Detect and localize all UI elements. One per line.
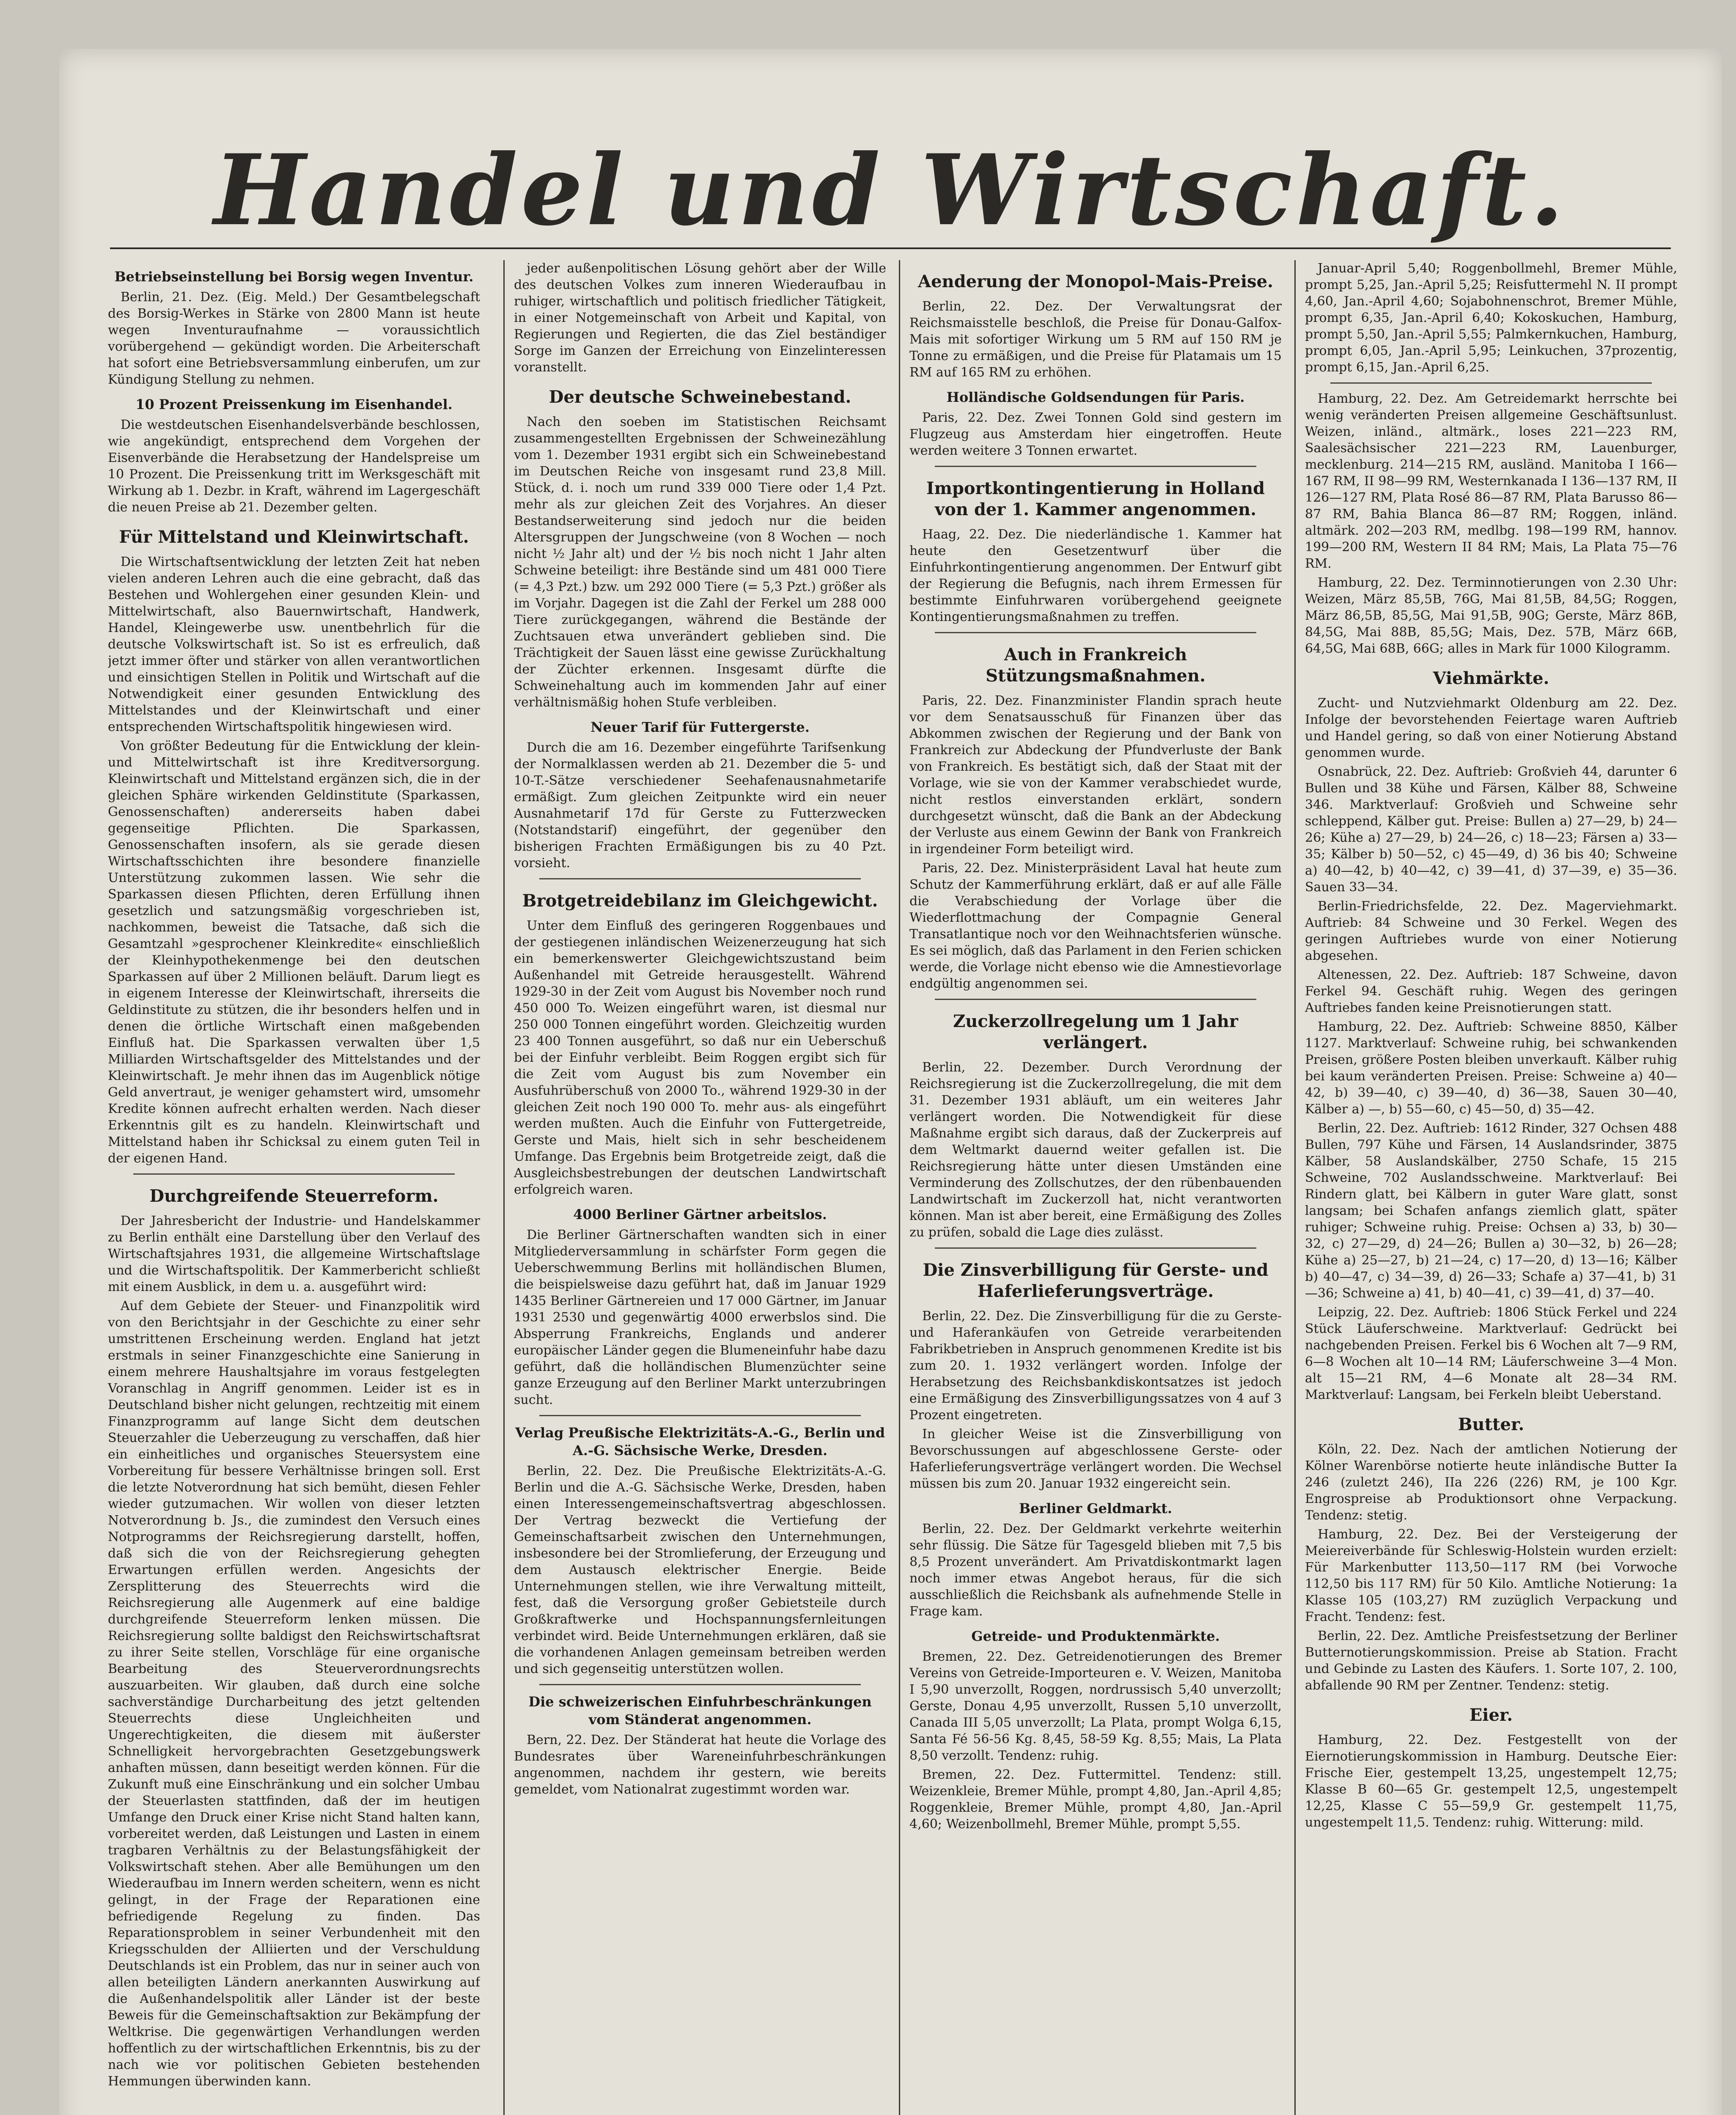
- article-zins-p2: In gleicher Weise ist die Zinsverbilligung von Bevorschussungen auf abgeschlossene Gerste- oder Haferlieferungsverträge verlängert worden. Die Wechsel müssen bis zum 20. Januar 1932 eingereicht sein.: [909, 1427, 1282, 1491]
- article-vieh-osnabrueck: Osnabrück, 22. Dez. Auftrieb: Großvieh 44, darunter 6 Bullen und 38 Kühe und Färsen, Kälber 88, Schweine 346. Marktverlauf: Großvieh und Schweine sehr schleppend, Kälber gut. Preise: Bullen a) 27—29, b) 24—26; Kühe a) 27—29, b) 24—26, c) 18—23; Färsen a) 33—35; Kälber b) 50—52, c) 45—49, d) 36 bis 40; Schweine a) 40—42, b) 40—42, c) 39—41, d) 37—39, e) 35—36. Sauen 33—34.: [1305, 764, 1677, 895]
- article-futtergerste: Durch die am 16. Dezember eingeführte Tarifsenkung der Normalklassen werden ab 21. Dezember die 5- und 10-T.-Sätze verschiedener Seehafenausnahmetarife ermäßigt. Zum gleichen Zeitpunkte wird ein neuer Ausnahmetarif 17d für Gerste zu Futterzwecken (Notstandstarif) eingeführt, der gegenüber den bisherigen Frachten Ermäßigungen bis zu 40 Pzt. vorsieht.: [514, 740, 886, 871]
- headline-brotgetreide: Brotgetreidebilanz im Gleichgewicht.: [522, 891, 878, 911]
- article-gaertner: Die Berliner Gärtnerschaften wandten sich in einer Mitgliederversammlung in schärfster Form gegen die Ueberschwemmung Berlins mit holländischen Blumen, die beispielsweise dazu geführt hat, daß im Januar 1929 1435 Berliner Gärtnereien und 17 000 Gärtner, im Januar 1931 2530 und gegenwärtig 4000 erwerbslos sind. Die Absperrung Frankreichs, Englands und anderer europäischer Länder gegen die Blumeneinfuhr habe dazu geführt, daß die holländischen Blumenzüchter seine ganze Erzeugung auf den Berliner Markt unterzubringen sucht.: [514, 1228, 886, 1407]
- headline-elektrizitaet: Verlag Preußische Elektrizitäts-A.-G., Berlin und A.-G. Sächsische Werke, Dresden.: [515, 1425, 885, 1459]
- article-geldmarkt: Berlin, 22. Dez. Der Geldmarkt verkehrte weiterhin sehr flüssig. Die Sätze für Tagesgeld blieben mit 7,5 bis 8,5 Prozent unverändert. Am Privatdiskontmarkt lagen noch immer etwas Angebot heraus, für die sich ausschließlich die Reichsbank als aufnehmende Stelle in Frage kam.: [909, 1522, 1282, 1619]
- article-zins-p1: Berlin, 22. Dez. Die Zinsverbilligung für die zu Gerste- und Haferankäufen von Getreide verarbeitenden Fabrikbetrieben in Anspruch genommenen Kredite ist bis zum 20. 1. 1932 verlängert worden. Infolge der Herabsetzung des Reichsbankdiskontsatzes ist jedoch eine Ermäßigung des Zinsverbilligungssatzes von 4 auf 3 Prozent eingetreten.: [909, 1309, 1282, 1423]
- divider: [935, 632, 1256, 633]
- masthead-rule: [110, 247, 1671, 249]
- article-vieh-berlin: Berlin, 22. Dez. Auftrieb: 1612 Rinder, 327 Ochsen 488 Bullen, 797 Kühe und Färsen, 14 Auslandsrinder, 3875 Kälber, 58 Auslandskälber, 2750 Schafe, 15 215 Schweine, 702 Auslandsschweine. Marktverlauf: Bei Rindern glatt, bei Kälbern in guter Ware glatt, sonst langsam; bei Schafen anfangs ziemlich glatt, später ruhiger; Schweine ruhig. Preise: Ochsen a) 33, b) 30—32, c) 27—29, d) 24—26; Bullen a) 30—32, b) 26—28; Kühe a) 25—27, b) 21—24, c) 17—20, d) 13—16; Kälber b) 40—47, c) 34—39, d) 26—33; Schafe a) 37—41, b) 31—36; Schweine a) 41, b) 40—41, c) 39—41, d) 37—40.: [1305, 1121, 1677, 1301]
- headline-geldmarkt: Berliner Geldmarkt.: [1019, 1500, 1172, 1516]
- headline-zucker: Zuckerzollregelung um 1 Jahr verlängert.: [953, 1011, 1238, 1052]
- headline-import: Importkontingentierung in Holland von der 1. Kammer angenommen.: [926, 478, 1265, 519]
- article-frankreich-p1: Paris, 22. Dez. Finanzminister Flandin sprach heute vor dem Senatsausschuß für Finanzen über das Abkommen zwischen der Regierung und der Bank von Frankreich zur Abdeckung der Pfundverluste der Bank von Frankreich. Es bestätigt sich, daß der Staat mit der Vorlage, wie sie von der Kammer verabschiedet wurde, nicht restlos einverstanden erklärt, sondern durchgesetzt wünscht, daß die Bank an der Abdeckung der Verluste aus einem Gewinn der Bank von Frankreich in irgendeiner Form beteiligt wird.: [909, 693, 1282, 857]
- headline-gaertner: 4000 Berliner Gärtner arbeitslos.: [573, 1206, 827, 1222]
- article-eisenhandel: Die westdeutschen Eisenhandelsverbände beschlossen, wie angekündigt, entsprechend dem Vorgehen der Eisenverbände die Herabsetzung der Handelspreise um 10 Prozent. Die Preissenkung tritt im Werksgeschäft mit Wirkung ab 1. Dezbr. in Kraft, während im Lagergeschäft die neuen Preise ab 21. Dezember gelten.: [108, 418, 480, 515]
- article-steuerreform-p2: Auf dem Gebiete der Steuer- und Finanzpolitik wird von den Berichtsjahr in der Geschichte zu einer sehr umstrittenen Erscheinung werden. England hat jetzt erstmals in seiner Finanzgeschichte eine Sanierung in einem mehrere Haushaltsjahre im voraus festgelegten Voranschlag in Angriff genommen. Leider ist es in Deutschland bisher nicht gelungen, rechtzeitig mit einem Finanzprogramm auf lange Sicht dem deutschen Steuerzahler die Ueberzeugung zu verschaffen, daß hier ein einheitliches und organisches Steuersystem eine Vorbereitung für bessere Verhältnisse bringen soll. Erst die letzte Notverordnung hat sich bemüht, diesen Fehler wieder gutzumachen. Wir wollen von dieser letzten Notverordnung b. Js., die zumindest den Versuch eines Notprogramms der Reichsregierung darstellt, hoffen, daß sich die von der Reichsregierung gehegten Erwartungen erfüllen werden. Angesichts der Zersplitterung des Steuerrechts wird die Reichsregierung alle Augenmerk auf eine baldige durchgreifende Steuerreform lenken müssen. Die Reichsregierung sollte baldigst den Reichswirtschaftsrat zu ihrer Seite stellen, Vorschläge für eine organische Bearbeitung des Steuerverordnungsrechts auszuarbeiten. Wir glauben, daß durch eine solche sachverständige Durcharbeitung des jetzt geltenden Steuerrechts diese Ungleichheiten und Ungerechtigkeiten, die diesem mit äußerster Schnelligkeit hervorgebrachten Gesetzgebungswerk anhaften müssen, dann beseitigt werden können. Für die Zukunft muß eine Einschränkung und ein solcher Umbau der Steuerlasten stattfinden, daß der im heutigen Umfange den Druck einer Krise nicht Stand halten kann, vorbereitet werden, daß Leistungen und Lasten in einem tragbaren Verhältnis zu der Belastungsfähigkeit der Volkswirtschaft stehen. Aber alle Bemühungen um den Wiederaufbau im Innern werden scheitern, wenn es nicht gelingt, in der Frage der Reparationen eine befriedigende Regelung zu finden. Das Reparationsproblem in seiner Verbundenheit mit den Kriegsschulden der Alliierten und der Verschuldung Deutschlands ist ein Problem, das nur in seiner auch von allen beteiligten Ländern anerkannten Auswirkung auf die Außenhandelspolitik aller Länder ist der beste Beweis für die Gemeinschaftsaktion zur Bekämpfung der Weltkrise. Die gegenwärtigen Verhandlungen werden hoffentlich zu der wirtschaftlichen Erkenntnis, bis zu der nach wie vor politischen Gebieten bestehenden Hemmungen überwinden kann.: [108, 1299, 480, 2089]
- article-futtermittel: Bremen, 22. Dez. Futtermittel. Tendenz: still. Weizenkleie, Bremer Mühle, prompt 4,80, Jan.-April 4,85; Roggenkleie, Bremer Mühle, prompt 4,80, Jan.-April 4,60; Weizenbollmehl, Bremer Mühle, prompt 5,55.: [909, 1767, 1282, 1832]
- article-vieh-friedrichsfelde: Berlin-Friedrichsfelde, 22. Dez. Magerviehmarkt. Auftrieb: 84 Schweine und 30 Ferkel. Wegen des geringen Auftriebes wurde von einer Notierung abgesehen.: [1305, 899, 1677, 963]
- article-hamburg-getreide: Hamburg, 22. Dez. Am Getreidemarkt herrschte bei wenig veränderten Preisen allgemeine Geschäftsunlust. Weizen, inländ., altmärk., loses 221—223 RM, Saalesächsischer 221—223 RM, Lauenburger, mecklenburg. 214—215 RM, ausländ. Manitoba I 166—167 RM, II 98—99 RM, Westernkanada I 136—137 RM, II 126—127 RM, Plata Rosé 86—87 RM, Plata Barusso 86—87 RM, Bahia Blanca 86—87 RM; Roggen, inländ. altmärk. 202—203 RM, medlbg. 198—199 RM, hannov. 199—200 RM, Western II 84 RM; Mais, La Plata 75—76 RM.: [1305, 391, 1677, 571]
- article-borsig: Berlin, 21. Dez. (Eig. Meld.) Der Gesamtbelegschaft des Borsig-Werkes in Stärke von 2800 Mann ist heute wegen Inventuraufnahme — voraussichtlich vorübergehend — gekündigt worden. Die Arbeiterschaft hat sofort eine Betriebsversammlung einberufen, um zur Kündigung Stellung zu nehmen.: [108, 290, 480, 387]
- section-masthead: Handel und Wirtschaft.: [214, 133, 1567, 247]
- article-eier: Hamburg, 22. Dez. Festgestellt von der Eiernotierungskommission in Hamburg. Deutsche Eier: Frische Eier, gestempelt 13,25, ungestempelt 12,75; Klasse B 60—65 Gr. gestempelt 12,5, ungestempelt 12,25, Klasse C 55—59,9 Gr. gestempelt 11,75, ungestempelt 11,5. Tendenz: ruhig. Witterung: mild.: [1305, 1733, 1677, 1830]
- column-3: [899, 260, 1282, 2115]
- column-2: [503, 260, 886, 2115]
- article-butter-koeln: Köln, 22. Dez. Nach der amtlichen Notierung der Kölner Warenbörse notierte heute inländische Butter Ia 246 (zuletzt 246), IIa 226 (226) RM, je 100 Kgr. Engrospreise ab Produktionsort ohne Verpackung. Tendenz: stetig.: [1305, 1442, 1677, 1523]
- column-1: [108, 260, 480, 2115]
- headline-steuerreform: Durchgreifende Steuerreform.: [149, 1186, 439, 1206]
- article-steuerreform-p1: Der Jahresbericht der Industrie- und Handelskammer zu Berlin enthält eine Darstellung über den Verlauf des Wirtschaftsjahres 1931, die allgemeine Wirtschaftslage und die Wirtschaftspolitik. Der Kammerbericht schließt mit einem Ausblick, in dem u. a. ausgeführt wird:: [108, 1214, 480, 1294]
- divider: [935, 999, 1256, 1000]
- article-import: Haag, 22. Dez. Die niederländische 1. Kammer hat heute den Gesetzentwurf über die Einfuhrkontingentierung angenommen. Der Entwurf gibt der Regierung die Befugnis, nach ihrem Ermessen für bestimmte Einfuhrwaren vorübergehend geeignete Kontingentierungsmaßnahmen zu treffen.: [909, 527, 1282, 624]
- divider: [133, 1173, 455, 1175]
- headline-frankreich: Auch in Frankreich Stützungsmaßnahmen.: [986, 645, 1206, 686]
- article-columns: [108, 260, 1690, 2115]
- article-schweinebestand: Nach den soeben im Statistischen Reichsamt zusammengestellten Ergebnissen der Schweinezählung vom 1. Dezember 1931 ergibt sich ein Schweinebestand im Deutschen Reiche von insgesamt rund 23,8 Mill. Stück, d. i. noch um rund 339 000 Tiere oder 1,4 Pzt. mehr als zur gleichen Zeit des Vorjahres. An dieser Bestandserweiterung sind jedoch nur die beiden Altersgruppen der Jungschweine (von 8 Wochen — noch nicht ½ Jahr alt) und der ½ bis noch nicht 1 Jahr alten Schweine beteiligt: ihre Bestände sind um 481 000 Tiere (= 4,3 Pzt.) bzw. um 292 000 Tiere (= 5,3 Pzt.) größer als im Vorjahr. Dagegen ist die Zahl der Ferkel um 288 000 Tiere zurückgegangen, während die Bestände der Zuchtsauen etwa unverändert geblieben sind. Die Trächtigkeit der Sauen lässt eine gewisse Zurückhaltung der Züchter erkennen. Insgesamt dürfte die Schweinehaltung auch im kommenden Jahr auf einer verhältnismäßig hohen Stufe verbleiben.: [514, 415, 886, 710]
- article-brotgetreide: Unter dem Einfluß des geringeren Roggenbaues und der gestiegenen inländischen Weizenerzeugung hat sich ein bemerkenswerter Gleichgewichtszustand beim Außenhandel mit Getreide herausgestellt. Während 1929-30 in der Zeit vom August bis November noch rund 450 000 To. Weizen eingeführt waren, ist diesmal nur 250 000 Tonnen eingeführt worden. Gleichzeitig wurden 23 400 Tonnen ausgeführt, so daß nur ein Ueberschuß bei der Einfuhr verbleibt. Beim Roggen ergibt sich für die Zeit vom August bis zum November ein Ausfuhrüberschuß von 2000 To., während 1929-30 in der gleichen Zeit noch 190 000 To. mehr aus- als eingeführt werden mußten. Auch die Einfuhr von Futtergetreide, Gerste und Mais, hielt sich in sehr bescheidenem Umfange. Das Ergebnis beim Brotgetreide zeigt, daß die Ausgleichsbestrebungen der deutschen Landwirtschaft erfolgreich waren.: [514, 918, 886, 1197]
- article-hamburg-termin: Hamburg, 22. Dez. Terminnotierungen von 2.30 Uhr: Weizen, März 85,5B, 76G, Mai 81,5B, 84,5G; Roggen, März 86,5B, 85,5G, Mai 91,5B, 90G; Gerste, März 86B, 84,5G, Mai 88B, 85,5G; Mais, Dez. 57B, März 66B, 64,5G, Mai 68B, 66G; alles in Mark für 1000 Kilogramm.: [1305, 575, 1677, 656]
- headline-mittelstand: Für Mittelstand und Kleinwirtschaft.: [119, 527, 469, 547]
- newspaper-page: [59, 49, 1722, 2115]
- divider: [935, 1247, 1256, 1249]
- headline-eier: Eier.: [1469, 1705, 1513, 1725]
- article-getreide: Bremen, 22. Dez. Getreidenotierungen des Bremer Vereins von Getreide-Importeuren e. V. Weizen, Manitoba I 5,90 unverzollt, Roggen, nordrussisch 5,40 unverzollt; Gerste, Donau 4,95 unverzollt, Russen 5,10 unverzollt, Canada III 5,05 unverzollt; La Plata, prompt Wolga 6,15, Santa Fé 56-56 Kg. 8,45, 58-59 Kg. 8,55; Mais, La Plata 8,50 verzollt. Tendenz: ruhig.: [909, 1649, 1282, 1763]
- headline-borsig: Betriebseinstellung bei Borsig wegen Inventur.: [114, 269, 474, 285]
- headline-viehmaerkte: Viehmärkte.: [1433, 668, 1549, 688]
- article-vieh-leipzig: Leipzig, 22. Dez. Auftrieb: 1806 Stück Ferkel und 224 Stück Läuferschweine. Marktverlauf: Gedrückt bei nachgebenden Preisen. Ferkel bis 6 Wochen alt 7—9 RM, 6—8 Wochen alt 10—14 RM; Läuferschweine 3—4 Mon. alt 15—21 RM, 4—6 Monate alt 28—34 RM. Marktverlauf: Langsam, bei Ferkeln bleibt Ueberstand.: [1305, 1305, 1677, 1402]
- headline-zins: Die Zinsverbilligung für Gerste- und Haferlieferungsverträge.: [923, 1260, 1269, 1301]
- article-continuation: jeder außenpolitischen Lösung gehört aber der Wille des deutschen Volkes zum inneren Wiederaufbau in ruhiger, wirtschaftlich und politisch friedlicher Tätigkeit, in einer Notgemeinschaft von Arbeit und Kapital, von Regierungen und Regierten, die das Ziel beständiger Sorge im Ganzen der Erreichung von Einzelinteressen voranstellt.: [514, 261, 886, 375]
- article-mittelstand-p2: Von größter Bedeutung für die Entwicklung der klein- und Mittelwirtschaft ist ihre Kreditversorgung. Kleinwirtschaft und Mittelstand ergänzen sich, die in der gleichen Sphäre wirkenden Geldinstitute (Sparkassen, Genossenschaften) andererseits haben dabei gegenseitige Pflichten. Die Sparkassen, Genossenschaften insofern, als sie gerade diesen Wirtschaftsschichten ihre besondere finanzielle Unterstützung zukommen lassen. Wie sehr die Sparkassen diesen Pflichten, deren Erfüllung ihnen gesetzlich und satzungsmäßig vorgeschrieben ist, nachkommen, beweist die Tatsache, daß sich die Gesamtzahl »gesprochener Kleinkredite« einschließlich der Kleinhypothekenmenge bei den deutschen Sparkassen auf über 2 Millionen beläuft. Darum liegt es in eigenem Interesse der Kleinwirtschaft, ihrerseits die Geldinstitute zu stützen, die ihr besonders helfen und in denen die örtliche Wirtschaft einen maßgebenden Einfluß hat. Die Sparkassen verwalten über 1,5 Milliarden Wirtschaftsgelder des Mittelstandes und der Kleinwirtschaft. Je mehr ihnen das im Augenblick nötige Geld anvertraut, je weniger gehamstert wird, umsomehr Kredite können aufrecht erhalten werden. Nach dieser Erkenntnis gilt es zu handeln. Kleinwirtschaft und Mittelstand haben ihr Schicksal zu einem guten Teil in der eigenen Hand.: [108, 739, 480, 1166]
- article-futtermittel-cont: Januar-April 5,40; Roggenbollmehl, Bremer Mühle, prompt 5,25, Jan.-April 5,25; Reisfuttermehl N. II prompt 4,60, Jan.-April 4,60; Sojabohnenschrot, Bremer Mühle, prompt 6,35, Jan.-April 6,40; Kokoskuchen, Hamburg, prompt 5,50, Jan.-April 5,55; Palmkernkuchen, Hamburg, prompt 6,05, Jan.-April 5,95; Leinkuchen, 37prozentig, prompt 6,15, Jan.-April 6,25.: [1305, 261, 1677, 375]
- article-mittelstand-p1: Die Wirtschaftsentwicklung der letzten Zeit hat neben vielen anderen Lehren auch die eine gebracht, daß das Bestehen und Wohlergehen einer gesunden Klein- und Mittelwirtschaft, also Bauernwirtschaft, Handwerk, Handel, Kleingewerbe usw. unentbehrlich für die deutsche Volkswirtschaft ist. So ist es erfreulich, daß jetzt immer öfter und stärker von allen verantwortlichen und einsichtigen Stellen in Politik und Wirtschaft auf die Notwendigkeit einer gesunden Entwicklung des Mittelstandes und der Kleinwirtschaft und einer entsprechenden Wirtschaftspolitik hingewiesen wird.: [108, 555, 480, 734]
- article-frankreich-p2: Paris, 22. Dez. Ministerpräsident Laval hat heute zum Schutz der Kammerführung erklärt, daß er auf alle Fälle die Verabschiedung der Vorlage über die Wiederflottmachung der Compagnie General Transatlantique noch vor den Weihnachtsferien wünsche. Es sei möglich, daß das Parlament in den Ferien schicken werde, die Vorlage nicht ebenso wie die Amnestievorlage endgültig angenommen sei.: [909, 861, 1282, 991]
- article-elektrizitaet: Berlin, 22. Dez. Die Preußische Elektrizitäts-A.-G. Berlin und die A.-G. Sächsische Werke, Dresden, haben einen Interessengemeinschaftsvertrag abgeschlossen. Der Vertrag bezweckt die Vertiefung der Gemeinschaftsarbeit zwischen den Unternehmungen, insbesondere bei der Stromlieferung, der Erzeugung und dem Austausch elektrischer Energie. Beide Unternehmungen stellen, wie ihre Verwaltung mitteilt, fest, daß die Versorgung großer Gebietsteile durch Großkraftwerke und Hochspannungsfernleitungen verbindet wird. Beide Unternehmungen erklären, daß sie die vorhandenen Anlagen gemeinsam betreiben werden und sich gegenseitig unterstützen wollen.: [514, 1464, 886, 1676]
- article-vieh-altenessen: Altenessen, 22. Dez. Auftrieb: 187 Schweine, davon Ferkel 94. Geschäft ruhig. Wegen des geringen Auftriebes fanden keine Preisnotierungen statt.: [1305, 967, 1677, 1015]
- divider: [1330, 382, 1652, 384]
- article-schweiz: Bern, 22. Dez. Der Ständerat hat heute die Vorlage des Bundesrates über Wareneinfuhrbeschränkungen angenommen, nachdem ihr gestern, wie bereits gemeldet, vom Nationalrat zugestimmt worden war.: [514, 1733, 886, 1797]
- divider: [539, 878, 861, 879]
- headline-schweiz: Die schweizerischen Einfuhrbeschränkungen vom Ständerat angenommen.: [528, 1694, 872, 1728]
- article-butter-berlin: Berlin, 22. Dez. Amtliche Preisfestsetzung der Berliner Butternotierungskommission. Preise ab Station. Fracht und Gebinde zu Lasten des Käufers. 1. Sorte 107, 2. 100, abfallende 90 RM per Zentner. Tendenz: stetig.: [1305, 1629, 1677, 1693]
- article-gold: Paris, 22. Dez. Zwei Tonnen Gold sind gestern im Flugzeug aus Amsterdam hier eingetroffen. Heute werden weitere 3 Tonnen erwartet.: [909, 410, 1282, 458]
- headline-butter: Butter.: [1458, 1415, 1524, 1434]
- article-vieh-hamburg: Hamburg, 22. Dez. Auftrieb: Schweine 8850, Kälber 1127. Marktverlauf: Schweine ruhig, bei schwankenden Preisen, größere Posten bleiben unverkauft. Kälber ruhig bei kaum veränderten Preisen. Preise: Schweine a) 40—42, b) 39—40, c) 39—40, d) 36—38, Sauen 30—40, Kälber a) —, b) 55—60, c) 45—50, d) 35—42.: [1305, 1019, 1677, 1117]
- article-zucker: Berlin, 22. Dezember. Durch Verordnung der Reichsregierung ist die Zuckerzollregelung, die mit dem 31. Dezember 1931 abläuft, um ein weiteres Jahr verlängert worden. Die Notwendigkeit für diese Maßnahme ergibt sich daraus, daß der Zuckerpreis auf dem Weltmarkt dauernd weiter gefallen ist. Die Reichsregierung hätte unter diesen Umständen eine Verminderung des Zollschutzes, der den rübenbauenden Landwirtschaft im Zuckerzoll hat, nicht verantworten können. Man ist aber bereit, eine Ermäßigung des Zolles zu prüfen, sobald die Lage dies zulässt.: [909, 1060, 1282, 1240]
- headline-schweinebestand: Der deutsche Schweinebestand.: [549, 387, 852, 407]
- column-4: [1294, 260, 1677, 2115]
- headline-gold: Holländische Goldsendungen für Paris.: [946, 389, 1245, 405]
- headline-eisenhandel: 10 Prozent Preissenkung im Eisenhandel.: [135, 396, 453, 412]
- article-vieh-oldenburg: Zucht- und Nutzviehmarkt Oldenburg am 22. Dez. Infolge der bevorstehenden Feiertage waren Auftrieb und Handel gering, so daß von einer Notierung Abstand genommen wurde.: [1305, 696, 1677, 760]
- divider: [539, 1415, 861, 1416]
- divider: [539, 1684, 861, 1685]
- headline-mais: Aenderung der Monopol-Mais-Preise.: [918, 272, 1273, 291]
- article-butter-hamburg: Hamburg, 22. Dez. Bei der Versteigerung der Meiereiverbände für Schleswig-Holstein wurden erzielt: Für Markenbutter 113,50—117 RM (bei Vorwoche 112,50 bis 117 RM) für 50 Kilo. Amtliche Notierung: 1a Klasse 105 (103,27) RM zuzüglich Verpackung und Fracht. Tendenz: fest.: [1305, 1527, 1677, 1624]
- headline-getreide: Getreide- und Produktenmärkte.: [971, 1628, 1220, 1644]
- divider: [935, 466, 1256, 467]
- article-mais: Berlin, 22. Dez. Der Verwaltungsrat der Reichsmaisstelle beschloß, die Preise für Donau-Galfox-Mais mit sofortiger Wirkung um 5 RM auf 150 RM je Tonne zu ermäßigen, und die Preise für Platamais um 15 RM auf 165 RM zu erhöhen.: [909, 299, 1282, 380]
- headline-futtergerste: Neuer Tarif für Futtergerste.: [591, 719, 810, 735]
